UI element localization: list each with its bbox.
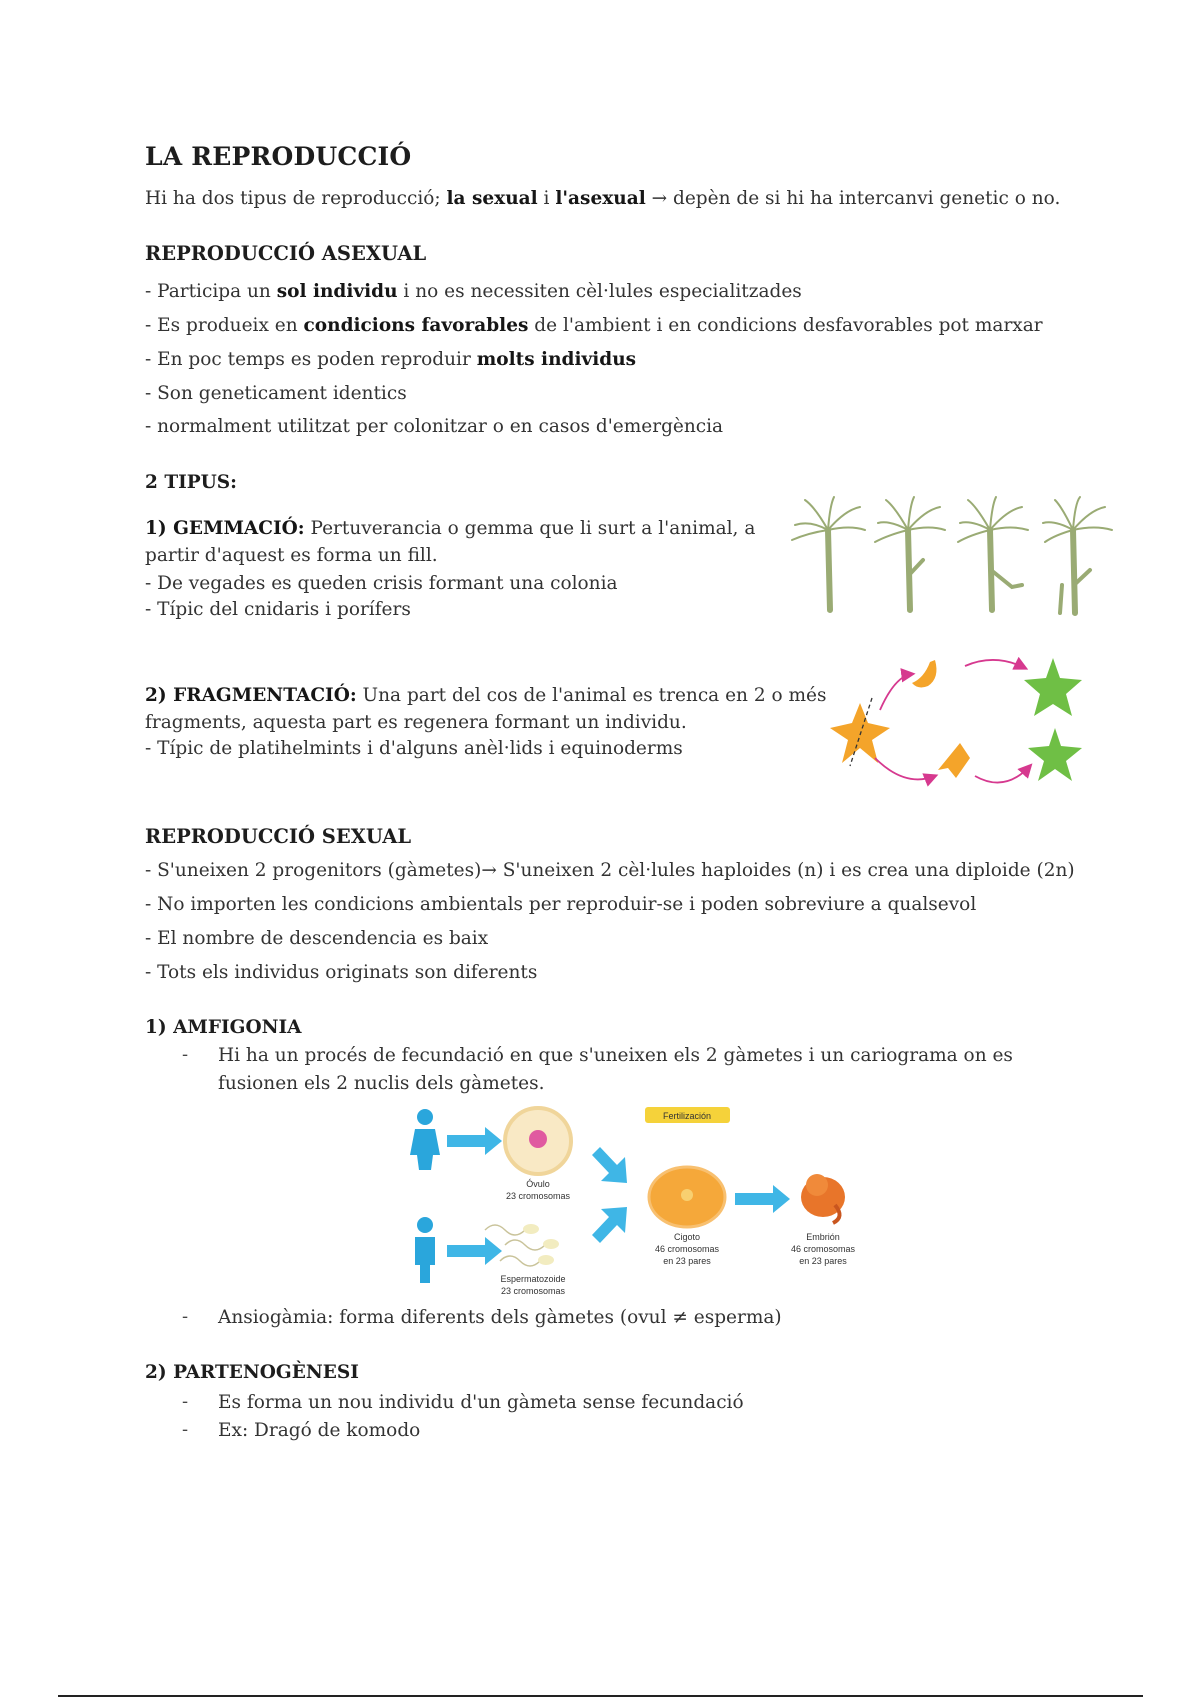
gemmacio-line-1: 1) GEMMACIÓ: Pertuverancia o gemma que li surt a l'animal, a [145, 518, 756, 539]
sperm-label: Espermatozoide [500, 1274, 566, 1284]
bullet-mark: - [182, 1306, 189, 1327]
fragmentacio-line-1: 2) FRAGMENTACIÓ: Una part del cos de l'animal es trenca en 2 o més [145, 685, 827, 706]
asexual-line-5: - normalment utilitzat per colonitzar o en casos d'emergència [145, 416, 724, 437]
starfish-regenerated-top [1024, 658, 1082, 716]
gemmacio-line-2: partir d'aquest es forma un fill. [145, 545, 438, 566]
partenogenesi-bullet-1: Es forma un nou individu d'un gàmeta sense fecundació [218, 1392, 744, 1413]
sperm-sublabel: 23 cromosomas [500, 1286, 566, 1296]
asexual-line-1: - Participa un sol individu i no es necessiten cèl·lules especialitzades [145, 281, 802, 302]
sexual-line-1: - S'uneixen 2 progenitors (gàmetes)→ S'uneixen 2 cèl·lules haploides (n) i es crea una diploide (2n) [145, 860, 1075, 881]
sexual-heading: REPRODUCCIÓ SEXUAL [145, 825, 412, 848]
gemmacio-line-4: - Típic del cnidaris i porífers [145, 599, 411, 620]
bullet-mark: - [182, 1419, 189, 1440]
asexual-line-4: - Son geneticament identics [145, 383, 407, 404]
types-heading: 2 TIPUS: [145, 472, 237, 493]
starfish-fragment-top [912, 660, 936, 687]
bullet-mark: - [182, 1391, 189, 1412]
starfish-fragmentation-illustration [820, 648, 1100, 798]
ovum-sublabel: 23 cromosomas [505, 1191, 571, 1201]
partenogenesi-heading: 2) PARTENOGÈNESI [145, 1362, 359, 1383]
embryo-sublabel-1: 46 cromosomas [790, 1244, 856, 1254]
amfigonia-heading: 1) AMFIGONIA [145, 1017, 302, 1038]
sexual-line-4: - Tots els individus originats son diferents [145, 962, 538, 983]
asexual-line-3: - En poc temps es poden reproduir molts individus [145, 349, 637, 370]
man-icon [415, 1217, 435, 1283]
fertilization-label: Fertilización [662, 1111, 712, 1121]
amfigonia-text: Hi ha un procés de fecundació en que s'uneixen els 2 gàmetes i un cariograma on es fusionen els 2 nuclis dels gàmetes. [218, 1045, 1013, 1094]
asexual-heading: REPRODUCCIÓ ASEXUAL [145, 242, 427, 265]
zygote-sublabel-2: en 23 pares [663, 1256, 711, 1266]
fertilization-diagram [405, 1105, 875, 1300]
sexual-line-2: - No importen les condicions ambientals per reproduir-se i poden sobreviure a qualsevol [145, 894, 977, 915]
bullet-mark: - [182, 1044, 189, 1065]
anisogamia-text: Ansiogàmia: forma diferents dels gàmetes (ovul ≠ esperma) [218, 1307, 782, 1328]
page-title: LA REPRODUCCIÓ [145, 142, 412, 171]
fragmentacio-line-3: - Típic de platihelmints i d'alguns anèl·lids i equinoderms [145, 738, 683, 759]
bottom-divider [58, 1695, 1143, 1697]
zygote-sublabel-1: 46 cromosomas [654, 1244, 720, 1254]
starfish-fragment-bottom [938, 743, 970, 778]
partenogenesi-bullet-2: Ex: Dragó de komodo [218, 1420, 421, 1441]
gemmacio-line-3: - De vegades es queden crisis formant una colonia [145, 573, 618, 594]
asexual-line-2: - Es produeix en condicions favorables de l'ambient i en condicions desfavorables pot marxar [145, 315, 1043, 336]
embryo-sublabel-2: en 23 pares [799, 1256, 847, 1266]
fragmentacio-line-2: fragments, aquesta part es regenera formant un individu. [145, 712, 687, 733]
sexual-line-3: - El nombre de descendencia es baix [145, 928, 489, 949]
starfish-regenerated-bottom [1028, 728, 1082, 781]
intro-paragraph: Hi ha dos tipus de reproducció; la sexual i l'asexual → depèn de si hi ha intercanvi genetic o no. [145, 188, 1061, 209]
woman-icon [410, 1109, 440, 1170]
ovum-label: Óvulo [526, 1179, 550, 1189]
zygote-label: Cigoto [673, 1232, 701, 1242]
embryo-label: Embrión [806, 1232, 840, 1242]
embryo-illustration [801, 1174, 845, 1223]
hydra-budding-illustration [790, 495, 1130, 620]
